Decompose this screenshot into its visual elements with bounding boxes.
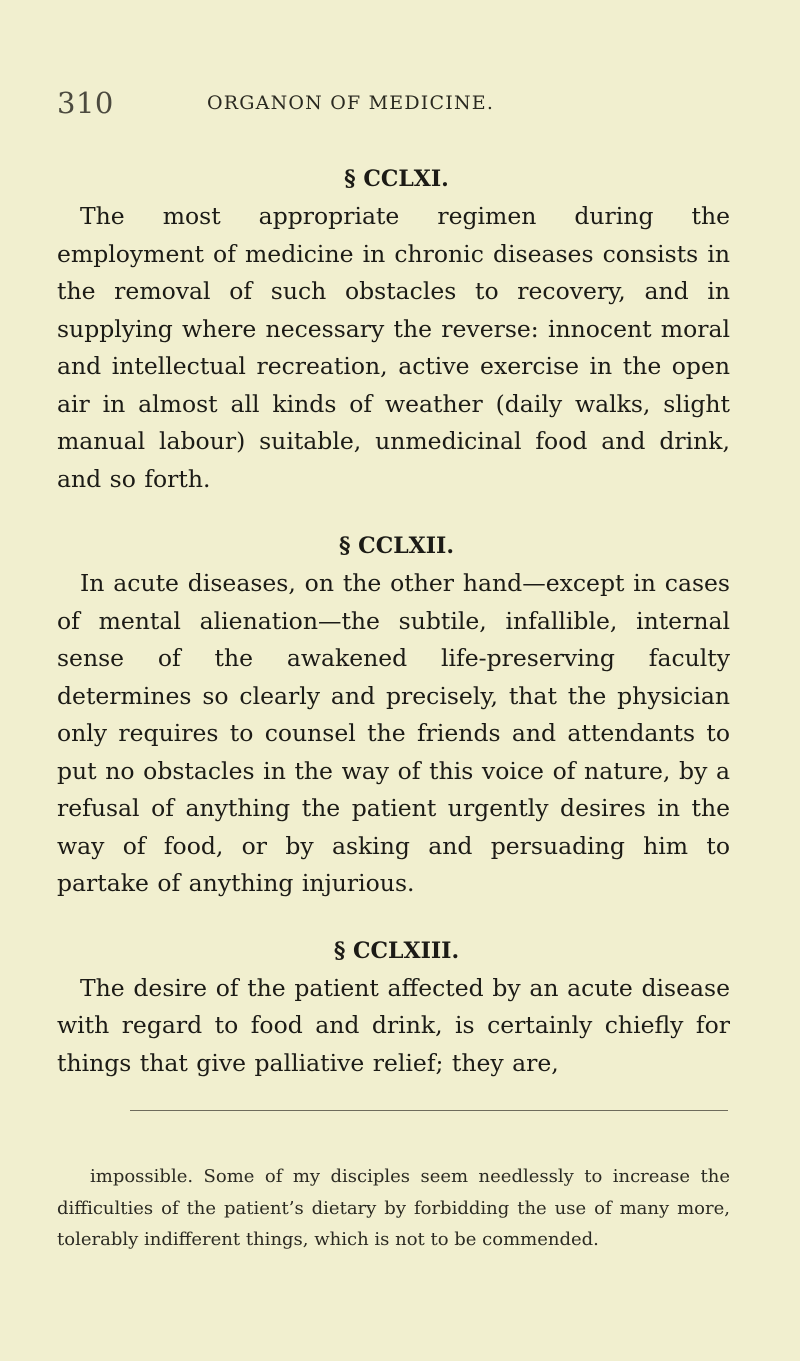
section-cclxiii [57, 932, 730, 1083]
main-text [57, 160, 730, 1082]
section-spacer [57, 903, 730, 932]
footnote-divider [130, 1110, 728, 1111]
running-head: ORGANON OF MEDICINE. [207, 92, 495, 114]
footnote: impossible. Some of my disciples seem needlessly to increase the difficulties of the patient’s dietary by forbidding the use of many more, tolerably indifferent things, which is not to be commended. [57, 1166, 730, 1250]
section-heading: § CCLXIII. [333, 937, 460, 964]
section-paragraph: The most appropriate regimen during the employment of medicine in chronic diseases consists in the removal of such obstacles to recovery, and in supplying where necessary the reverse: innocent moral and intellectual recreation, active exercise in the open air in almost all kinds of weather (daily walks, slight manual labour) suitable, unmedicinal food and drink, and so forth. [57, 202, 730, 493]
section-heading: § CCLXI. [344, 166, 449, 192]
section-paragraph: The desire of the patient affected by an acute disease with regard to food and drink, is certainly chiefly for things that give palliative relief; they are, [57, 973, 730, 1077]
section-cclxi [57, 160, 730, 498]
page-header [57, 86, 730, 126]
section-cclxii [57, 527, 730, 903]
section-spacer [57, 498, 730, 527]
section-heading: § CCLXII. [339, 533, 454, 559]
section-paragraph: In acute diseases, on the other hand—except in cases of mental alienation—the subtile, infallible, internal sense of the awakened life-preserving faculty determines so clearly and precisely, that the physician only requires to counsel the friends and attendants to put no obstacles in the way of this voice of nature, by a refusal of anything the patient urgently desires in the way of food, or by asking and persuading him to partake of anything injurious. [57, 569, 730, 897]
page-number: 310 [57, 86, 114, 120]
